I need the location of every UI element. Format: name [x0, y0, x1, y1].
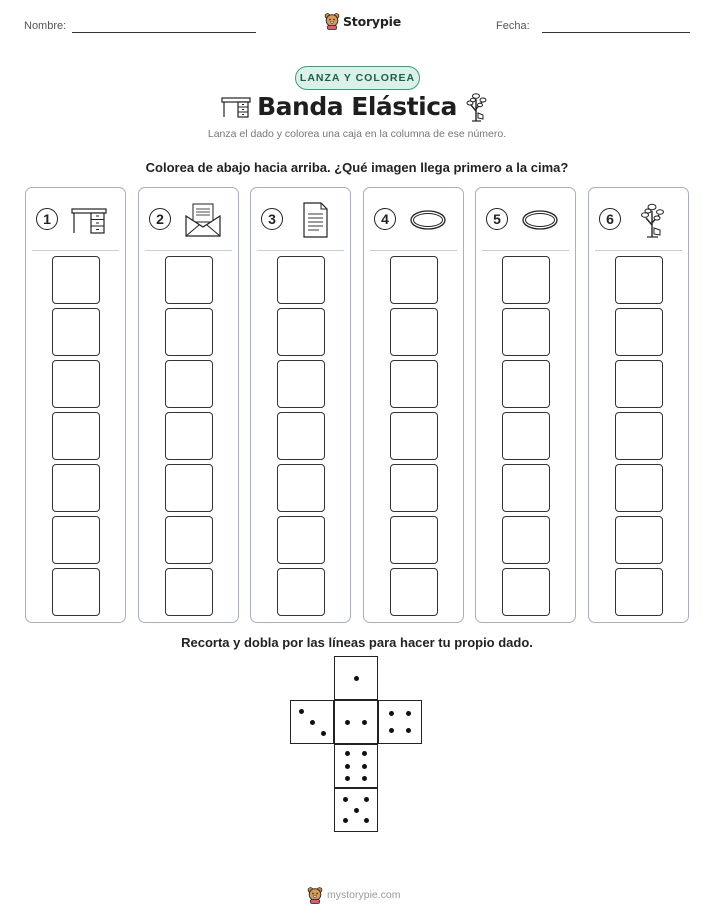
die-pip — [362, 720, 367, 725]
color-box[interactable] — [165, 568, 213, 616]
die-pip — [406, 711, 411, 716]
color-box[interactable] — [502, 412, 550, 460]
column-divider — [595, 250, 682, 251]
die-face-6 — [334, 744, 378, 788]
die-pip — [354, 808, 359, 813]
coloring-instruction: Colorea de abajo hacia arriba. ¿Qué imagen llega primero a la cima? — [145, 160, 569, 175]
column-header — [589, 188, 688, 250]
color-box[interactable] — [615, 256, 663, 304]
column-header — [364, 188, 463, 250]
color-box[interactable] — [52, 464, 100, 512]
page-subtitle: Lanza el dado y colorea una caja en la columna de ese número. — [207, 128, 507, 140]
rubber-tree-icon — [464, 91, 490, 123]
color-box[interactable] — [52, 412, 100, 460]
die-pip — [345, 776, 350, 781]
die-pip — [362, 764, 367, 769]
die-pip — [345, 751, 350, 756]
die-net — [290, 656, 424, 834]
column-divider — [482, 250, 569, 251]
name-line[interactable] — [72, 32, 256, 33]
color-box[interactable] — [52, 516, 100, 564]
color-box[interactable] — [390, 412, 438, 460]
die-pip — [299, 709, 304, 714]
color-box[interactable] — [165, 464, 213, 512]
column-number: 3 — [261, 208, 283, 230]
die-pip — [354, 676, 359, 681]
column-5 — [475, 187, 576, 623]
color-box[interactable] — [502, 464, 550, 512]
color-box[interactable] — [165, 516, 213, 564]
column-number: 4 — [374, 208, 396, 230]
footer — [307, 886, 401, 904]
color-box[interactable] — [390, 568, 438, 616]
die-pip — [362, 776, 367, 781]
die-pip — [364, 818, 369, 823]
color-box[interactable] — [277, 412, 325, 460]
color-box[interactable] — [165, 412, 213, 460]
bear-mascot-icon — [307, 886, 323, 904]
color-box[interactable] — [615, 360, 663, 408]
rubber-band-icon — [520, 201, 560, 239]
die-pip — [389, 711, 394, 716]
die-pip — [343, 797, 348, 802]
color-box[interactable] — [502, 256, 550, 304]
color-box[interactable] — [615, 568, 663, 616]
color-box[interactable] — [390, 256, 438, 304]
column-header — [139, 188, 238, 250]
die-pip — [406, 728, 411, 733]
column-header — [251, 188, 350, 250]
column-number: 2 — [149, 208, 171, 230]
color-box[interactable] — [390, 360, 438, 408]
column-divider — [145, 250, 232, 251]
date-label: Fecha: — [496, 20, 530, 32]
die-face-4 — [378, 700, 422, 744]
color-box[interactable] — [165, 360, 213, 408]
color-box[interactable] — [502, 516, 550, 564]
column-number: 1 — [36, 208, 58, 230]
bear-mascot-icon — [324, 12, 340, 30]
column-4 — [363, 187, 464, 623]
document-icon — [295, 201, 335, 239]
footer-url: mystorypie.com — [327, 889, 401, 901]
color-box[interactable] — [390, 464, 438, 512]
page-title: Banda Elástica — [257, 92, 457, 121]
desk-icon — [70, 201, 110, 239]
column-1 — [25, 187, 126, 623]
column-divider — [32, 250, 119, 251]
die-pip — [345, 764, 350, 769]
die-face-1 — [334, 656, 378, 700]
die-pip — [389, 728, 394, 733]
brand-logo — [324, 12, 401, 30]
color-box[interactable] — [502, 568, 550, 616]
die-pip — [364, 797, 369, 802]
color-box[interactable] — [277, 308, 325, 356]
color-box[interactable] — [277, 568, 325, 616]
die-pip — [310, 720, 315, 725]
color-box[interactable] — [277, 464, 325, 512]
die-pip — [362, 751, 367, 756]
column-header — [476, 188, 575, 250]
column-header — [26, 188, 125, 250]
column-number: 6 — [599, 208, 621, 230]
color-box[interactable] — [52, 360, 100, 408]
color-box[interactable] — [165, 256, 213, 304]
color-box[interactable] — [165, 308, 213, 356]
color-box[interactable] — [52, 308, 100, 356]
color-box[interactable] — [277, 360, 325, 408]
color-box[interactable] — [52, 256, 100, 304]
date-line[interactable] — [542, 32, 690, 33]
die-pip — [343, 818, 348, 823]
color-box[interactable] — [502, 308, 550, 356]
rubber-tree-icon — [633, 201, 673, 239]
brand-name: Storypie — [343, 13, 401, 29]
column-divider — [257, 250, 344, 251]
die-pip — [345, 720, 350, 725]
color-box[interactable] — [615, 516, 663, 564]
color-box[interactable] — [390, 308, 438, 356]
rubber-band-icon — [408, 201, 448, 239]
color-box[interactable] — [277, 256, 325, 304]
color-box[interactable] — [615, 308, 663, 356]
desk-icon — [221, 95, 251, 119]
die-face-3 — [290, 700, 334, 744]
color-box[interactable] — [615, 464, 663, 512]
die-face-2 — [334, 700, 378, 744]
name-label: Nombre: — [24, 20, 67, 32]
activity-badge: LANZA Y COLOREA — [295, 66, 420, 90]
column-6 — [588, 187, 689, 623]
column-number: 5 — [486, 208, 508, 230]
color-box[interactable] — [52, 568, 100, 616]
die-face-5 — [334, 788, 378, 832]
envelope-icon — [183, 201, 223, 239]
column-2 — [138, 187, 239, 623]
color-box[interactable] — [277, 516, 325, 564]
die-pip — [321, 731, 326, 736]
column-divider — [370, 250, 457, 251]
color-box[interactable] — [390, 516, 438, 564]
color-box[interactable] — [615, 412, 663, 460]
die-instruction: Recorta y dobla por las líneas para hacer tu propio dado. — [181, 635, 533, 650]
color-box[interactable] — [502, 360, 550, 408]
column-3 — [250, 187, 351, 623]
